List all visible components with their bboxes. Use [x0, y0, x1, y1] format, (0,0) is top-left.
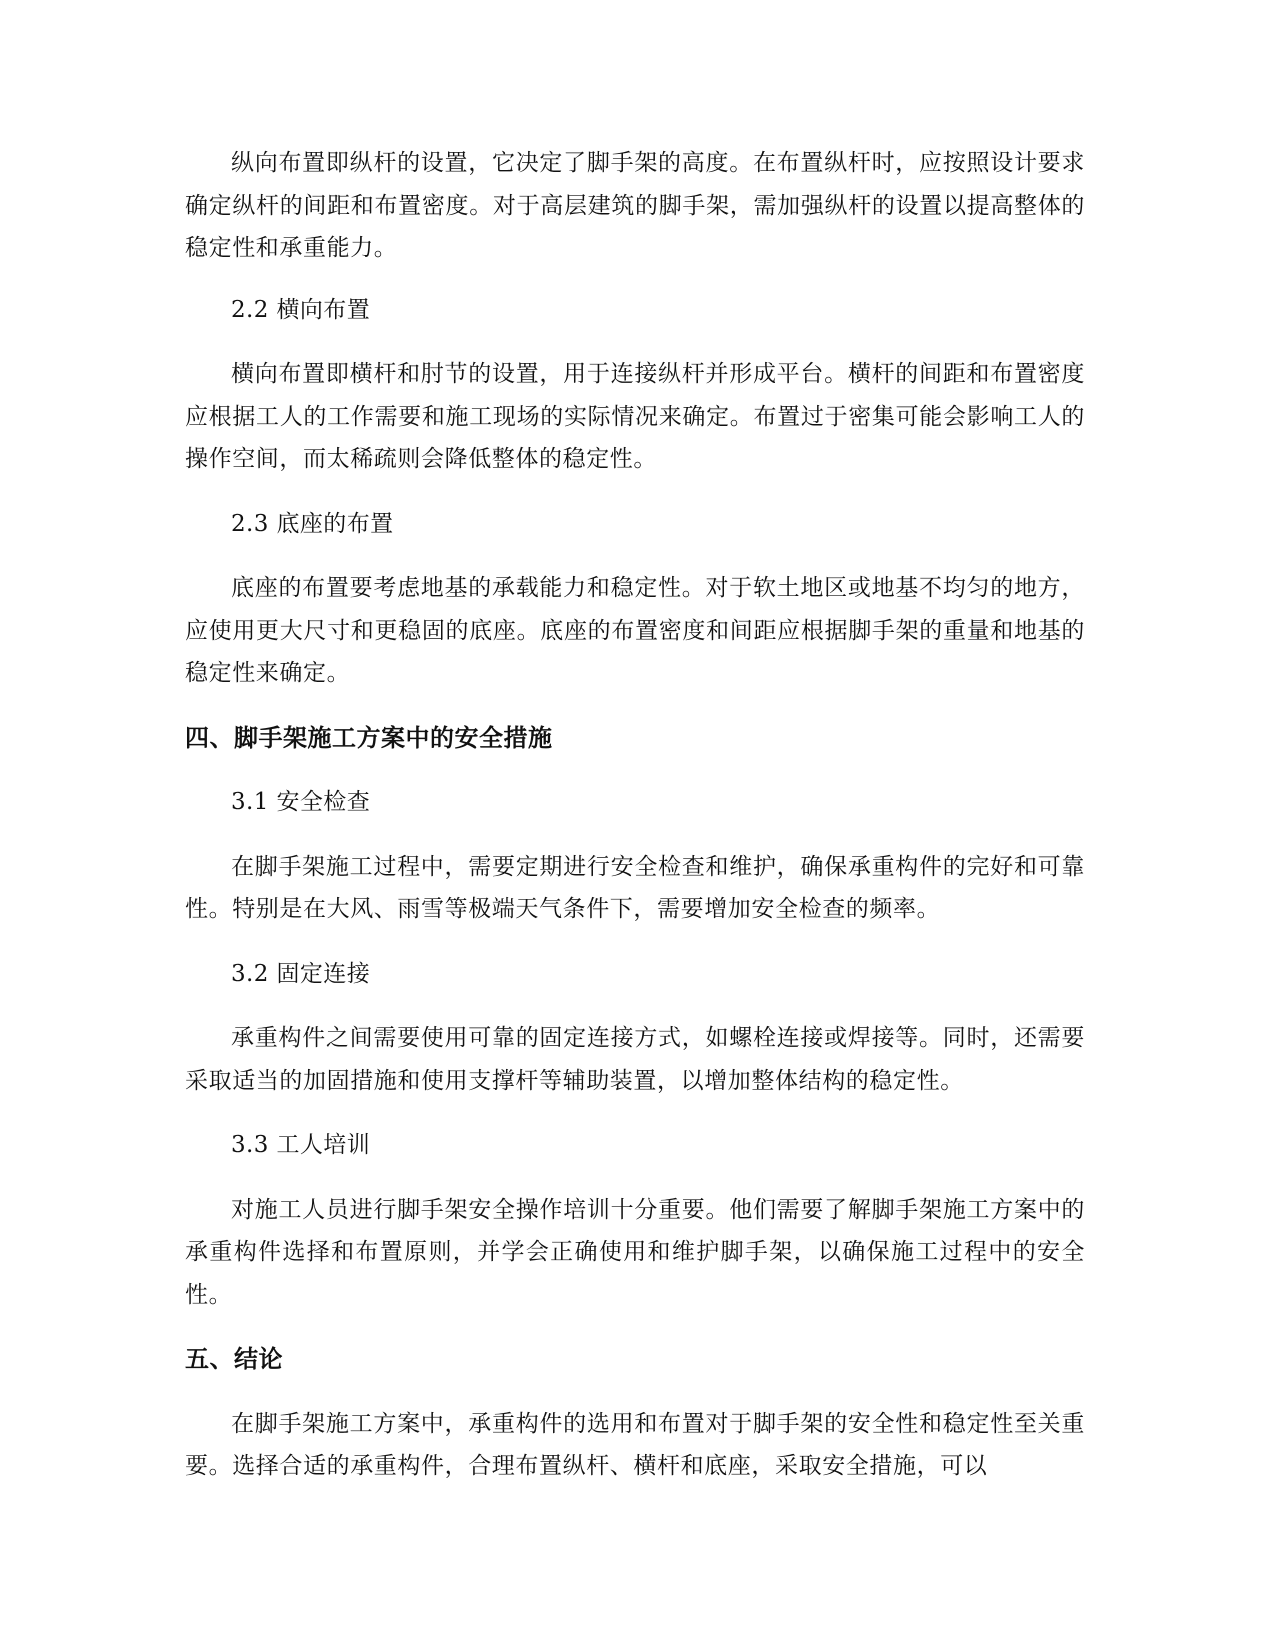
paragraph-safety-inspection: 在脚手架施工过程中，需要定期进行安全检查和维护，确保承重构件的完好和可靠性。特别是在大风、雨雪等极端天气条件下，需要增加安全检查的频率。: [185, 853, 1085, 922]
subheading-2-3: 2.3 底座的布置: [231, 510, 394, 537]
paragraph-vertical-layout: 纵向布置即纵杆的设置，它决定了脚手架的高度。在布置纵杆时，应按照设计要求确定纵杆的间距和布置密度。对于高层建筑的脚手架，需加强纵杆的设置以提高整体的稳定性和承重能力。: [185, 150, 1085, 261]
paragraph-base-layout: 底座的布置要考虑地基的承载能力和稳定性。对于软土地区或地基不均匀的地方，应使用更大尺寸和更稳固的底座。底座的布置密度和间距应根据脚手架的重量和地基的稳定性来确定。: [185, 575, 1085, 686]
section-heading-conclusion: 五、结论: [185, 1345, 283, 1373]
document-page: [185, 142, 1085, 1488]
subheading-3-1: 3.1 安全检查: [231, 789, 371, 815]
subheading-2-2: 2.2 横向布置: [231, 296, 371, 323]
paragraph-horizontal-layout: 横向布置即横杆和肘节的设置，用于连接纵杆并形成平台。横杆的间距和布置密度应根据工人的工作需要和施工现场的实际情况来确定。布置过于密集可能会影响工人的操作空间，而太稀疏则会降低整体的稳定性。: [185, 361, 1085, 472]
paragraph-fixed-connection: 承重构件之间需要使用可靠的固定连接方式，如螺栓连接或焊接等。同时，还需要采取适当的加固措施和使用支撑杆等辅助装置，以增加整体结构的稳定性。: [185, 1025, 1085, 1094]
section-heading-safety-measures: 四、脚手架施工方案中的安全措施: [185, 723, 553, 752]
subheading-3-3: 3.3 工人培训: [231, 1132, 371, 1158]
subheading-3-2: 3.2 固定连接: [231, 960, 371, 987]
paragraph-worker-training: 对施工人员进行脚手架安全操作培训十分重要。他们需要了解脚手架施工方案中的承重构件选择和布置原则，并学会正确使用和维护脚手架，以确保施工过程中的安全性。: [185, 1196, 1085, 1308]
paragraph-conclusion: 在脚手架施工方案中，承重构件的选用和布置对于脚手架的安全性和稳定性至关重要。选择合适的承重构件，合理布置纵杆、横杆和底座，采取安全措施，可以: [185, 1410, 1085, 1479]
